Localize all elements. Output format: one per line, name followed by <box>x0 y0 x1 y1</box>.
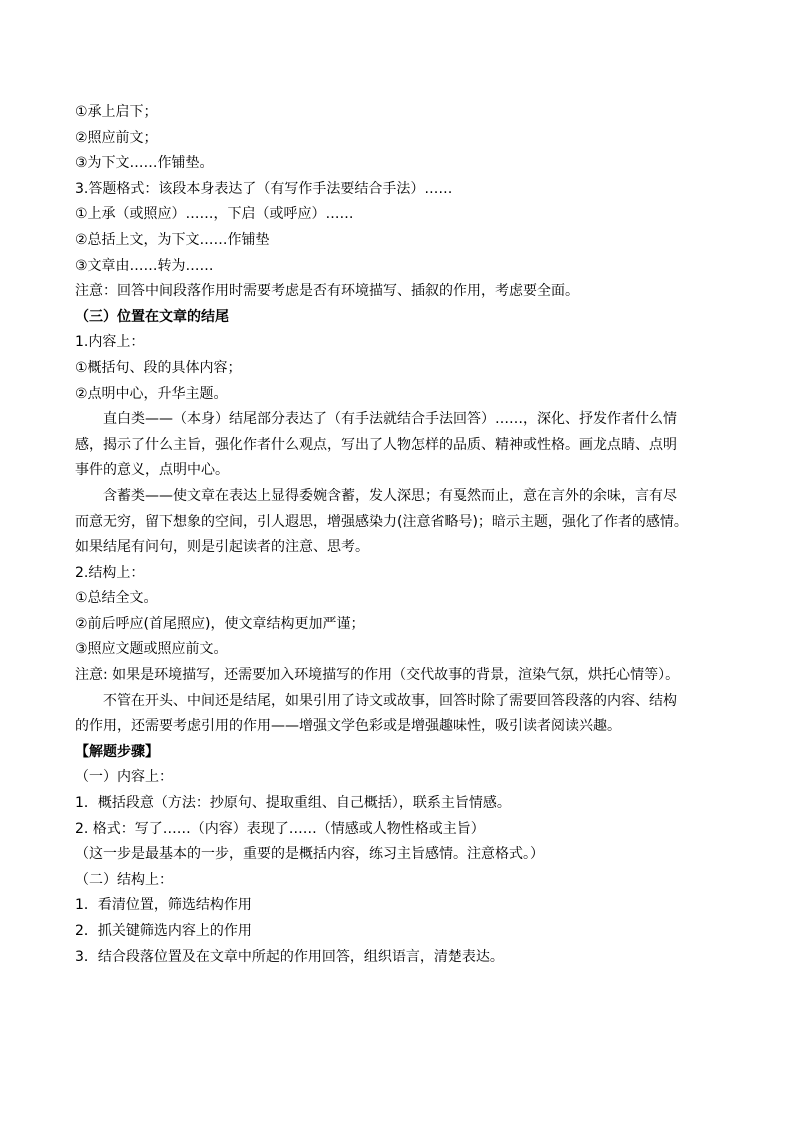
text-line: ①概括句、段的具体内容； <box>75 359 242 376</box>
text-line: ②前后呼应(首尾照应)，使文章结构更加严谨； <box>75 615 365 632</box>
section-heading-end: （三）位置在文章的结尾 <box>75 308 229 325</box>
answer-format-line: 3.答题格式：该段本身表达了（有写作手法要结合手法）…… <box>75 180 453 197</box>
paragraph-line: 如果结尾有问句，则是引起读者的注意、思考。 <box>75 539 369 556</box>
paragraph-line: 直白类——（本身）结尾部分表达了（有手法就结合手法回答）……，深化、抒发作者什么情 <box>103 411 677 428</box>
paragraph-quote <box>75 689 725 740</box>
text-line: 2．抓关键筛选内容上的作用 <box>75 923 252 939</box>
paragraph-line: 含蓄类——使文章在表达上显得委婉含蓄，发人深思；有戛然而止，意在言外的余味，言有尽 <box>103 487 677 504</box>
paragraph-implicit <box>75 484 725 561</box>
text-line: ①上承（或照应）……，下启（或呼应）…… <box>75 206 354 223</box>
text-line: ②总括上文，为下文……作铺垫 <box>75 231 270 248</box>
note-line: 注意: 如果是环境描写，还需要加入环境描写的作用（交代故事的背景，渲染气氛，烘托心情等）。 <box>75 667 680 684</box>
text-line: 1．看清位置，筛选结构作用 <box>75 897 252 914</box>
text-line: ③为下文……作铺垫。 <box>75 155 214 172</box>
paragraph-line: 的作用，还需要考虑引用的作用——增强文学色彩或是增强趣味性，吸引读者阅读兴趣。 <box>75 718 621 735</box>
text-line: ③照应文题或照应前文。 <box>75 641 228 658</box>
text-line: 2. 格式：写了……（内容）表现了……（情感或人物性格或主旨） <box>75 820 485 837</box>
paragraph-direct <box>75 407 725 484</box>
text-line: （一）内容上： <box>75 769 173 786</box>
note-line: 注意：回答中间段落作用时需要考虑是否有环境描写、插叙的作用，考虑要全面。 <box>75 283 579 300</box>
text-line: 3．结合段落位置及在文章中所起的作用回答，组织语言，清楚表达。 <box>75 948 504 965</box>
text-line: 1．概括段意（方法：抄原句、提取重组、自己概括），联系主旨情感。 <box>75 795 511 812</box>
text-line: ②点明中心，升华主题。 <box>75 385 228 402</box>
paragraph-line: 不管在开头、中间还是结尾，如果引用了诗文或故事，回答时除了需要回答段落的内容、结构 <box>103 692 677 709</box>
text-line: ②照应前文； <box>75 129 158 146</box>
paragraph-line: 事件的意义，点明中心。 <box>75 462 229 479</box>
text-line: （这一步是最基本的一步，重要的是概括内容，练习主旨感情。注意格式。） <box>75 846 544 863</box>
document-page <box>75 100 725 970</box>
text-line: ①总结全文。 <box>75 590 158 607</box>
text-line: 2.结构上： <box>75 564 145 581</box>
paragraph-line: 感，揭示了什么主旨，强化作者什么观点，写出了人物怎样的品质、精神或性格。画龙点睛、点明 <box>75 436 677 453</box>
text-line: ①承上启下； <box>75 104 158 120</box>
text-line: （二）结构上： <box>75 871 173 888</box>
paragraph-line: 而意无穷，留下想象的空间，引人遐思，增强感染力(注意省略号)；暗示主题，强化了作者的感情。 <box>75 513 688 530</box>
text-line: ③文章由……转为…… <box>75 257 214 274</box>
text-line: 1.内容上： <box>75 334 145 351</box>
section-heading-steps: 【解题步骤】 <box>75 743 159 760</box>
